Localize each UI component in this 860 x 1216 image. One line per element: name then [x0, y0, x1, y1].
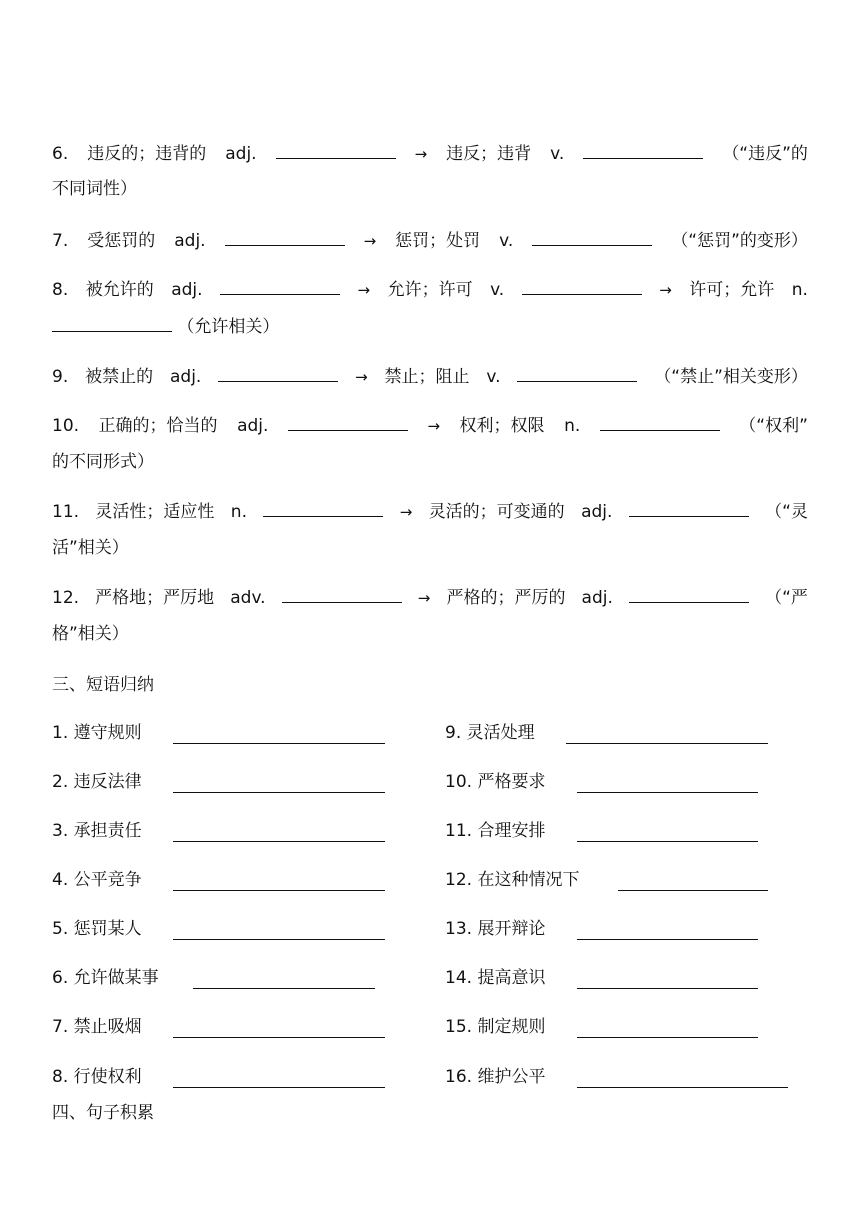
phrase-label: 9. 灵活处理	[445, 723, 535, 743]
answer-blank[interactable]	[577, 1087, 788, 1088]
arrow-icon: →	[355, 368, 368, 386]
answer-blank[interactable]	[52, 314, 172, 332]
part-of-speech: n.	[564, 416, 581, 436]
chinese-meaning: 严格地；严厉地	[95, 588, 215, 608]
phrase-label: 1. 遵守规则	[52, 723, 142, 743]
item-number: 11.	[52, 502, 80, 522]
vocab-item-12	[52, 585, 808, 610]
note: 的不同形式）	[52, 452, 154, 472]
answer-blank[interactable]	[532, 228, 652, 246]
answer-blank[interactable]	[173, 939, 385, 940]
vocab-item-8	[52, 277, 808, 302]
answer-blank[interactable]	[220, 277, 340, 295]
vocab-item-11-cont	[52, 536, 808, 560]
phrase-label: 2. 违反法律	[52, 772, 142, 792]
note: （允许相关）	[177, 317, 280, 337]
answer-blank[interactable]	[276, 141, 396, 159]
section-heading: 四、句子积累	[52, 1103, 154, 1123]
chinese-meaning: 被禁止的	[85, 367, 154, 387]
note: 不同词性）	[52, 179, 137, 199]
note: （“惩罚”的变形）	[671, 231, 808, 251]
phrase-label: 11. 合理安排	[445, 821, 546, 841]
part-of-speech: adj.	[581, 502, 613, 522]
note: （“严	[765, 588, 808, 608]
phrase-label: 14. 提高意识	[445, 968, 546, 988]
chinese-meaning: 许可；允许	[689, 280, 775, 300]
part-of-speech: v.	[550, 144, 565, 164]
chinese-meaning: 惩罚；处罚	[395, 231, 481, 251]
answer-blank[interactable]	[577, 1037, 758, 1038]
phrase-label: 8. 行使权利	[52, 1067, 142, 1087]
arrow-icon: →	[417, 589, 431, 607]
chinese-meaning: 违反；违背	[446, 144, 532, 164]
vocab-item-9	[52, 364, 808, 389]
chinese-meaning: 权利；权限	[459, 416, 545, 436]
answer-blank[interactable]	[173, 890, 385, 891]
answer-blank[interactable]	[629, 499, 749, 517]
answer-blank[interactable]	[577, 988, 758, 989]
note: （“违反”的	[722, 144, 808, 164]
answer-blank[interactable]	[522, 277, 642, 295]
phrase-label: 13. 展开辩论	[445, 919, 546, 939]
note: （“灵	[765, 502, 808, 522]
chinese-meaning: 违反的；违背的	[87, 144, 207, 164]
phrase-label: 6. 允许做某事	[52, 968, 159, 988]
part-of-speech: adj.	[174, 231, 206, 251]
part-of-speech: n.	[230, 502, 247, 522]
note: （“权利”	[739, 416, 808, 436]
answer-blank[interactable]	[600, 413, 720, 431]
arrow-icon: →	[414, 145, 428, 163]
arrow-icon: →	[427, 417, 441, 435]
answer-blank[interactable]	[173, 1087, 385, 1088]
part-of-speech: n.	[791, 280, 808, 300]
part-of-speech: adj.	[237, 416, 269, 436]
note: （“禁止”相关变形）	[654, 367, 808, 387]
part-of-speech: adj.	[171, 280, 203, 300]
part-of-speech: v.	[499, 231, 514, 251]
phrase-label: 15. 制定规则	[445, 1017, 546, 1037]
vocab-item-10-cont	[52, 450, 808, 474]
answer-blank[interactable]	[517, 364, 637, 382]
vocab-item-6-cont	[52, 177, 808, 201]
chinese-meaning: 严格的；严厉的	[446, 588, 566, 608]
vocab-item-8-cont	[52, 314, 808, 339]
chinese-meaning: 灵活的；可变通的	[428, 502, 565, 522]
answer-blank[interactable]	[173, 1037, 385, 1038]
vocab-item-11	[52, 499, 808, 524]
answer-blank[interactable]	[629, 585, 749, 603]
vocab-item-7	[52, 228, 808, 253]
part-of-speech: v.	[490, 280, 505, 300]
answer-blank[interactable]	[173, 841, 385, 842]
part-of-speech: adj.	[225, 144, 257, 164]
part-of-speech: adj.	[581, 588, 613, 608]
phrase-label: 3. 承担责任	[52, 821, 142, 841]
note: 格”相关）	[52, 624, 129, 644]
item-number: 7.	[52, 231, 69, 251]
phrase-label: 7. 禁止吸烟	[52, 1017, 142, 1037]
vocab-item-6	[52, 141, 808, 166]
chinese-meaning: 正确的；恰当的	[98, 416, 218, 436]
phrase-label: 12. 在这种情况下	[445, 870, 580, 890]
answer-blank[interactable]	[218, 364, 338, 382]
answer-blank[interactable]	[173, 743, 385, 744]
answer-blank[interactable]	[282, 585, 402, 603]
item-number: 12.	[52, 588, 80, 608]
arrow-icon: →	[399, 503, 413, 521]
chinese-meaning: 允许；许可	[387, 280, 473, 300]
vocab-item-12-cont	[52, 622, 808, 646]
item-number: 6.	[52, 144, 69, 164]
chinese-meaning: 受惩罚的	[87, 231, 156, 251]
note: 活”相关）	[52, 538, 129, 558]
chinese-meaning: 禁止；阻止	[384, 367, 470, 387]
answer-blank[interactable]	[583, 141, 703, 159]
vocab-item-10	[52, 413, 808, 438]
chinese-meaning: 被允许的	[85, 280, 154, 300]
answer-blank[interactable]	[225, 228, 345, 246]
section-heading: 三、短语归纳	[52, 675, 154, 695]
item-number: 9.	[52, 367, 69, 387]
answer-blank[interactable]	[193, 988, 375, 989]
part-of-speech: adv.	[230, 588, 266, 608]
answer-blank[interactable]	[577, 841, 758, 842]
answer-blank[interactable]	[173, 792, 385, 793]
chinese-meaning: 灵活性；适应性	[95, 502, 215, 522]
answer-blank[interactable]	[288, 413, 408, 431]
phrase-label: 5. 惩罚某人	[52, 919, 142, 939]
arrow-icon: →	[363, 232, 377, 250]
answer-blank[interactable]	[263, 499, 383, 517]
arrow-icon: →	[659, 281, 672, 299]
part-of-speech: adj.	[169, 367, 202, 387]
item-number: 10.	[52, 416, 80, 436]
part-of-speech: v.	[486, 367, 501, 387]
arrow-icon: →	[357, 281, 371, 299]
phrase-label: 10. 严格要求	[445, 772, 546, 792]
answer-blank[interactable]	[577, 792, 758, 793]
item-number: 8.	[52, 280, 69, 300]
answer-blank[interactable]	[577, 939, 758, 940]
phrase-label: 16. 维护公平	[445, 1067, 546, 1087]
answer-blank[interactable]	[618, 890, 768, 891]
answer-blank[interactable]	[566, 743, 768, 744]
phrase-label: 4. 公平竞争	[52, 870, 142, 890]
